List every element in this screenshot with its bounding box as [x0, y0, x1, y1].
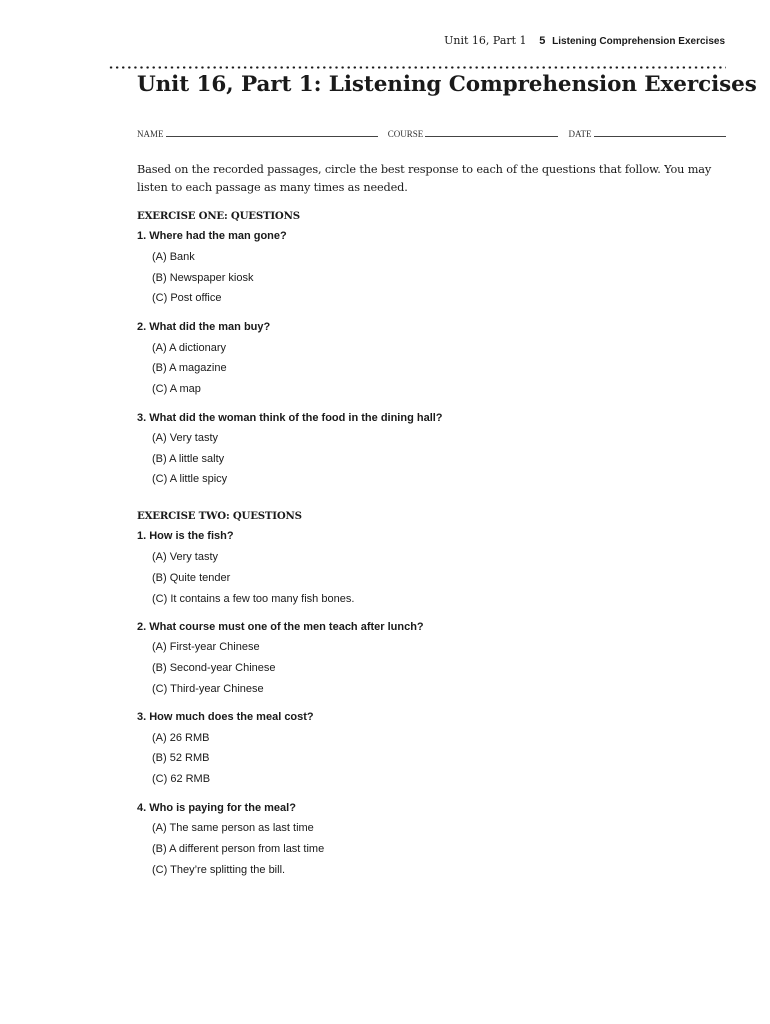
exercise-two-question-3: 3. How much does the meal cost?: [137, 711, 314, 723]
answer-option[interactable]: (A) 26 RMB: [152, 732, 210, 744]
name-blank[interactable]: [166, 128, 378, 137]
instructions: Based on the recorded passages, circle the best response to each of the questions that follow. You may listen to each passage as many times as needed.: [137, 163, 712, 194]
answer-option[interactable]: (C) Third-year Chinese: [152, 683, 264, 695]
answer-option[interactable]: (B) Newspaper kiosk: [152, 272, 254, 284]
answer-option[interactable]: (B) Quite tender: [152, 572, 231, 584]
course-blank[interactable]: [425, 128, 558, 137]
answer-option[interactable]: (A) Very tasty: [152, 432, 219, 444]
name-field[interactable]: [137, 128, 378, 139]
exercise-two-question-2: 2. What course must one of the men teach after lunch?: [137, 621, 424, 633]
answer-option[interactable]: (C) They’re splitting the bill.: [152, 864, 286, 876]
answer-option[interactable]: (B) A different person from last time: [152, 843, 325, 855]
answer-option[interactable]: (C) 62 RMB: [152, 773, 211, 785]
exercise-two-question-1: 1. How is the fish?: [137, 530, 234, 542]
answer-option[interactable]: (A) Very tasty: [152, 551, 219, 563]
answer-option[interactable]: (C) It contains a few too many fish bones.: [152, 593, 355, 605]
running-head: [444, 34, 725, 47]
answer-option[interactable]: (B) Second-year Chinese: [152, 662, 276, 674]
page-number: 5: [539, 35, 546, 47]
answer-option[interactable]: (B) A magazine: [152, 362, 227, 374]
answer-option[interactable]: (A) Bank: [152, 251, 195, 263]
answer-option[interactable]: (B) 52 RMB: [152, 752, 210, 764]
exercise-one-question-1: 1. Where had the man gone?: [137, 230, 287, 242]
answer-option[interactable]: (A) First-year Chinese: [152, 641, 260, 653]
exercise-two-question-4: 4. Who is paying for the meal?: [137, 802, 296, 814]
course-label: COURSE: [387, 129, 424, 139]
dotted-divider: [108, 66, 726, 69]
date-blank[interactable]: [594, 128, 726, 137]
exercise-one-question-3: 3. What did the woman think of the food in the dining hall?: [137, 412, 443, 424]
answer-option[interactable]: (C) Post office: [152, 292, 222, 304]
name-label: NAME: [137, 129, 164, 139]
answer-option[interactable]: (C) A map: [152, 383, 201, 395]
running-head-unit: Unit 16, Part 1: [444, 34, 527, 47]
student-info-form: [137, 128, 726, 139]
answer-option[interactable]: (B) A little salty: [152, 453, 225, 465]
date-label: DATE: [568, 129, 592, 139]
exercise-one-question-2: 2. What did the man buy?: [137, 321, 271, 333]
running-head-title: Listening Comprehension Exercises: [552, 36, 725, 47]
course-field[interactable]: [388, 128, 559, 139]
date-field[interactable]: [569, 128, 726, 139]
answer-option[interactable]: (A) A dictionary: [152, 342, 226, 354]
exercise-two-heading: EXERCISE TWO: QUESTIONS: [137, 510, 302, 522]
answer-option[interactable]: (C) A little spicy: [152, 473, 228, 485]
page-title: Unit 16, Part 1: Listening Comprehension Exercises: [137, 72, 757, 97]
answer-option[interactable]: (A) The same person as last time: [152, 822, 314, 834]
exercise-one-heading: EXERCISE ONE: QUESTIONS: [137, 210, 300, 222]
